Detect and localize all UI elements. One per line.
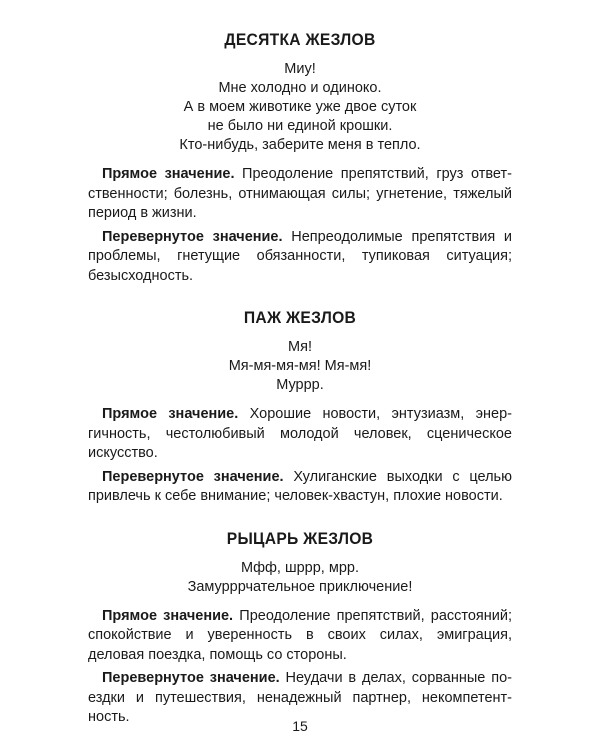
upright-meaning — [88, 405, 512, 464]
poem — [88, 338, 512, 395]
reversed-text: Непреодолимые препятствия и проблемы, гнетущие обязанности, тупиковая ситуация; безысходность. — [88, 228, 513, 284]
poem-line: не было ни единой крошки. — [207, 118, 393, 134]
page-number: 15 — [292, 718, 308, 734]
poem-line: Мя! — [288, 339, 312, 355]
poem-line: А в моем животике уже двое суток — [183, 99, 417, 115]
upright-text: Хорошие новости, энтузиазм, энергичность, честолюбивый молодой человек, сценическое искусство. — [88, 406, 513, 461]
poem-line: Мя-мя-мя-мя! Мя-мя! — [228, 358, 372, 374]
upright-text: Преодоление препятствий, груз ответственности; болезнь, отнимающая силы; угнетение, тяжелый период в жизни. — [88, 166, 512, 221]
poem-line: Мфф, шррр, мрр. — [240, 559, 359, 576]
upright-label: Прямое значение. — [102, 406, 239, 422]
reversed-label: Перевернутое значение. — [102, 228, 283, 245]
reversed-text: Хулиганские выходки с целью привлечь к себе внимание; человек-хвастун, плохие новости. — [88, 468, 512, 504]
poem-line: Кто-нибудь, заберите меня в тепло. — [179, 137, 421, 153]
section-title: ПАЖ ЖЕЗЛОВ — [243, 308, 357, 327]
section-title: РЫЦАРЬ ЖЕЗЛОВ — [226, 528, 374, 548]
poem-line: Миу! — [284, 61, 316, 77]
reversed-text: Неудачи в делах, сорванные поездки и путешествия, ненадежный партнер, некомпетентность. — [88, 670, 512, 725]
reversed-label: Перевернутое значение. — [102, 468, 284, 485]
poem — [88, 60, 512, 155]
upright-text: Преодоление препятствий, расстояний; спокойствие и уверенность в своих силах, эмиграция, деловая поездка, помощь со стороны. — [88, 607, 513, 663]
section-ten-of-wands — [88, 30, 512, 286]
section-page-of-wands — [88, 308, 512, 507]
poem-line: Мне холодно и одиноко. — [218, 80, 382, 96]
section-knight-of-wands — [88, 529, 512, 728]
reversed-meaning — [88, 468, 512, 507]
upright-label: Прямое значение. — [102, 607, 234, 624]
page-body — [88, 18, 512, 750]
poem-line: Муррр. — [276, 377, 324, 393]
poem-line: Замурррчательное приключение! — [187, 578, 413, 595]
section-title: ДЕСЯТКА ЖЕЗЛОВ — [224, 30, 376, 49]
reversed-meaning — [88, 228, 512, 287]
upright-label: Прямое значение. — [102, 166, 235, 182]
upright-meaning — [88, 607, 512, 666]
upright-meaning — [88, 165, 512, 224]
poem — [88, 559, 512, 597]
reversed-label: Перевернутое значение. — [102, 670, 280, 686]
